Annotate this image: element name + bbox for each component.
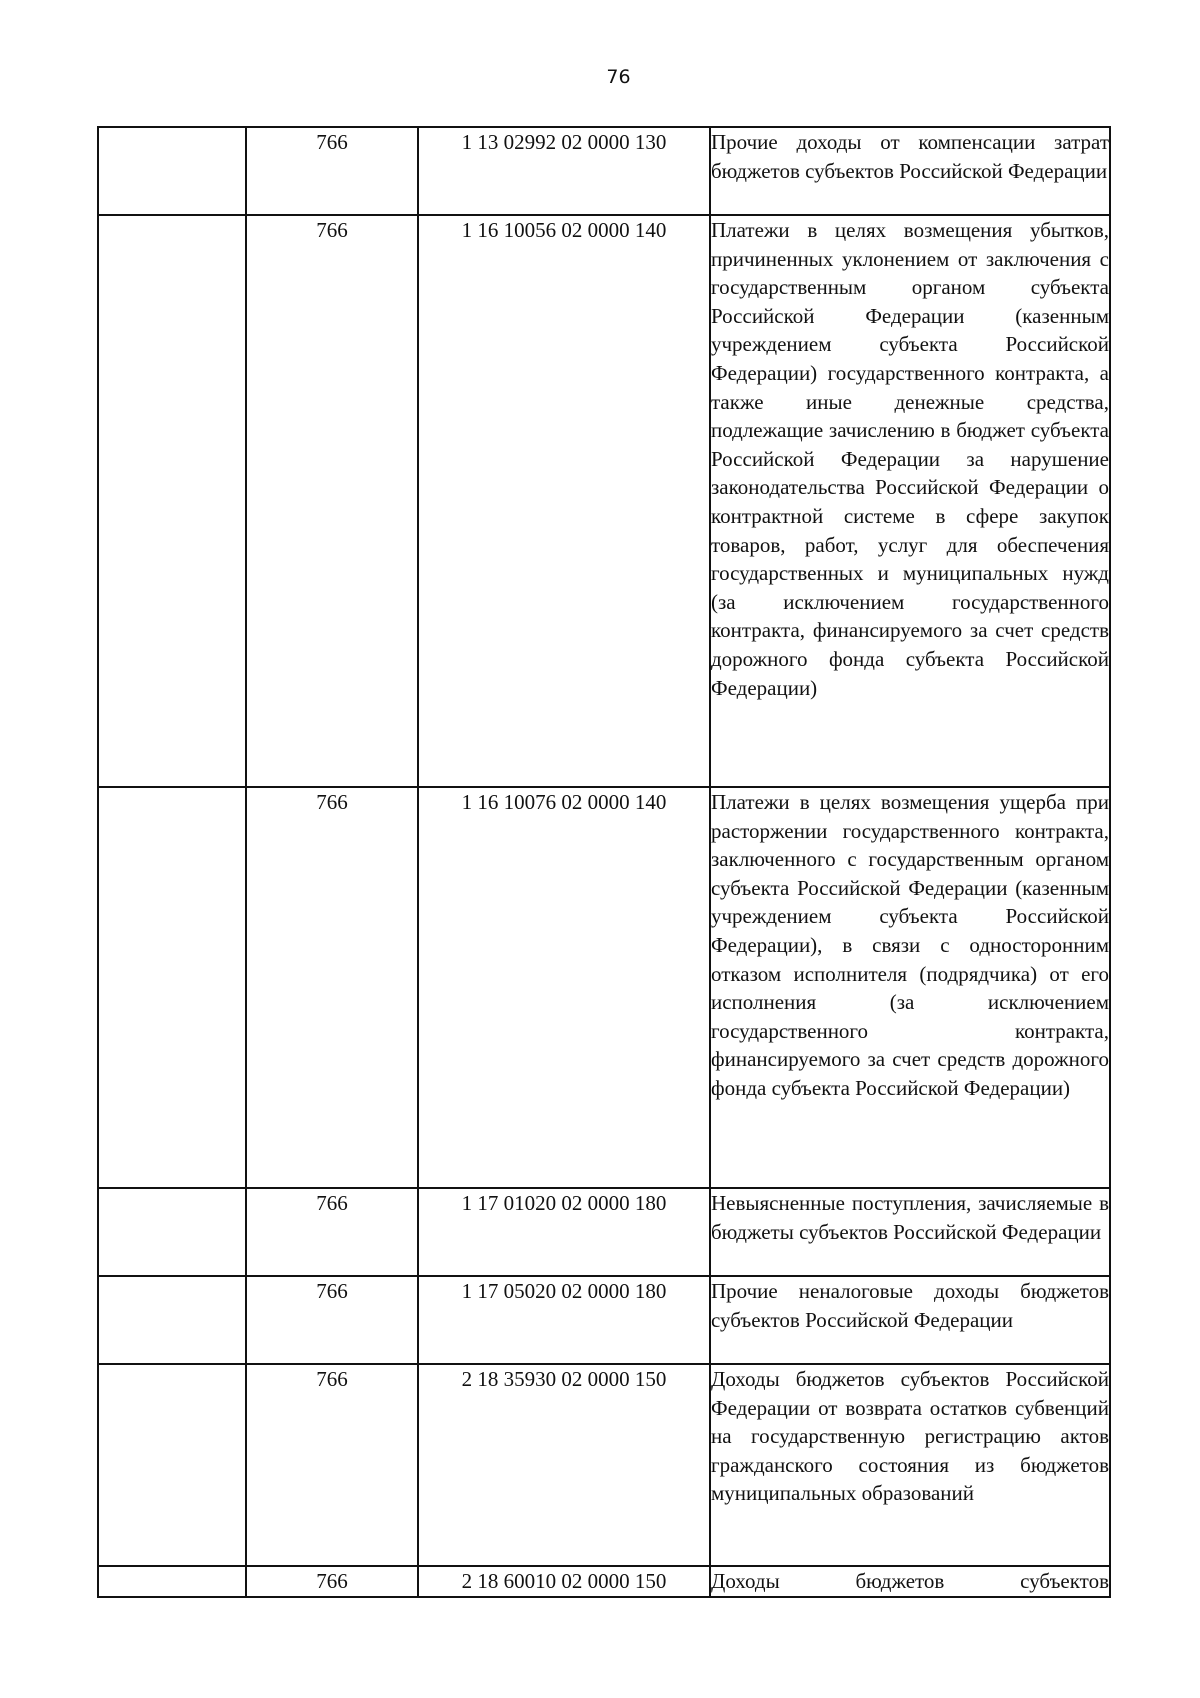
empty-cell xyxy=(98,127,246,215)
table-row xyxy=(98,787,1110,1188)
revenue-name-cell: Доходы бюджетов субъектов xyxy=(710,1566,1110,1597)
page-number: 76 xyxy=(606,66,631,88)
budget-code-cell: 1 16 10056 02 0000 140 xyxy=(418,215,710,787)
revenue-name-cell: Платежи в целях возмещения ущерба при расторжении государственного контракта, заключенного с государственным органом субъекта Российской Федерации (казенным учреждением субъекта Российской Федерации), в связи с односторонним отказом исполнителя (подрядчика) от его исполнения (за исключением государственного контракта, финансируемого за счет средств дорожного фонда субъекта Российской Федерации) xyxy=(710,787,1110,1188)
table-row xyxy=(98,1364,1110,1566)
table-row xyxy=(98,1188,1110,1276)
budget-code-cell: 1 13 02992 02 0000 130 xyxy=(418,127,710,215)
table-row xyxy=(98,1566,1110,1597)
admin-code-cell: 766 xyxy=(246,787,418,1188)
budget-code-cell: 1 16 10076 02 0000 140 xyxy=(418,787,710,1188)
budget-code-cell: 2 18 60010 02 0000 150 xyxy=(418,1566,710,1597)
revenue-name-cell: Платежи в целях возмещения убытков, причиненных уклонением от заключения с государственным органом субъекта Российской Федерации (казенным учреждением субъекта Российской Федерации) государственного контракта, а также иные денежные средства, подлежащие зачислению в бюджет субъекта Российской Федерации за нарушение законодательства Российской Федерации о контрактной системе в сфере закупок товаров, работ, услуг для обеспечения государственных и муниципальных нужд (за исключением государственного контракта, финансируемого за счет средств дорожного фонда субъекта Российской Федерации) xyxy=(710,215,1110,787)
empty-cell xyxy=(98,215,246,787)
table-row xyxy=(98,1276,1110,1364)
table-row xyxy=(98,127,1110,215)
admin-code-cell: 766 xyxy=(246,1188,418,1276)
budget-code-cell: 2 18 35930 02 0000 150 xyxy=(418,1364,710,1566)
empty-cell xyxy=(98,1364,246,1566)
admin-code-cell: 766 xyxy=(246,1276,418,1364)
empty-cell xyxy=(98,1276,246,1364)
revenue-name-cell: Невыясненные поступления, зачисляемые в бюджеты субъектов Российской Федерации xyxy=(710,1188,1110,1276)
revenue-name-cell: Прочие неналоговые доходы бюджетов субъектов Российской Федерации xyxy=(710,1276,1110,1364)
admin-code-cell: 766 xyxy=(246,215,418,787)
admin-code-cell: 766 xyxy=(246,1566,418,1597)
empty-cell xyxy=(98,1188,246,1276)
revenue-name-cell: Прочие доходы от компенсации затрат бюджетов субъектов Российской Федерации xyxy=(710,127,1110,215)
empty-cell xyxy=(98,1566,246,1597)
empty-cell xyxy=(98,787,246,1188)
budget-code-cell: 1 17 05020 02 0000 180 xyxy=(418,1276,710,1364)
admin-code-cell: 766 xyxy=(246,127,418,215)
revenue-name-cell: Доходы бюджетов субъектов Российской Федерации от возврата остатков субвенций на государственную регистрацию актов гражданского состояния из бюджетов муниципальных образований xyxy=(710,1364,1110,1566)
admin-code-cell: 766 xyxy=(246,1364,418,1566)
table-row xyxy=(98,215,1110,787)
budget-code-cell: 1 17 01020 02 0000 180 xyxy=(418,1188,710,1276)
revenue-codes-table xyxy=(97,126,1111,1598)
